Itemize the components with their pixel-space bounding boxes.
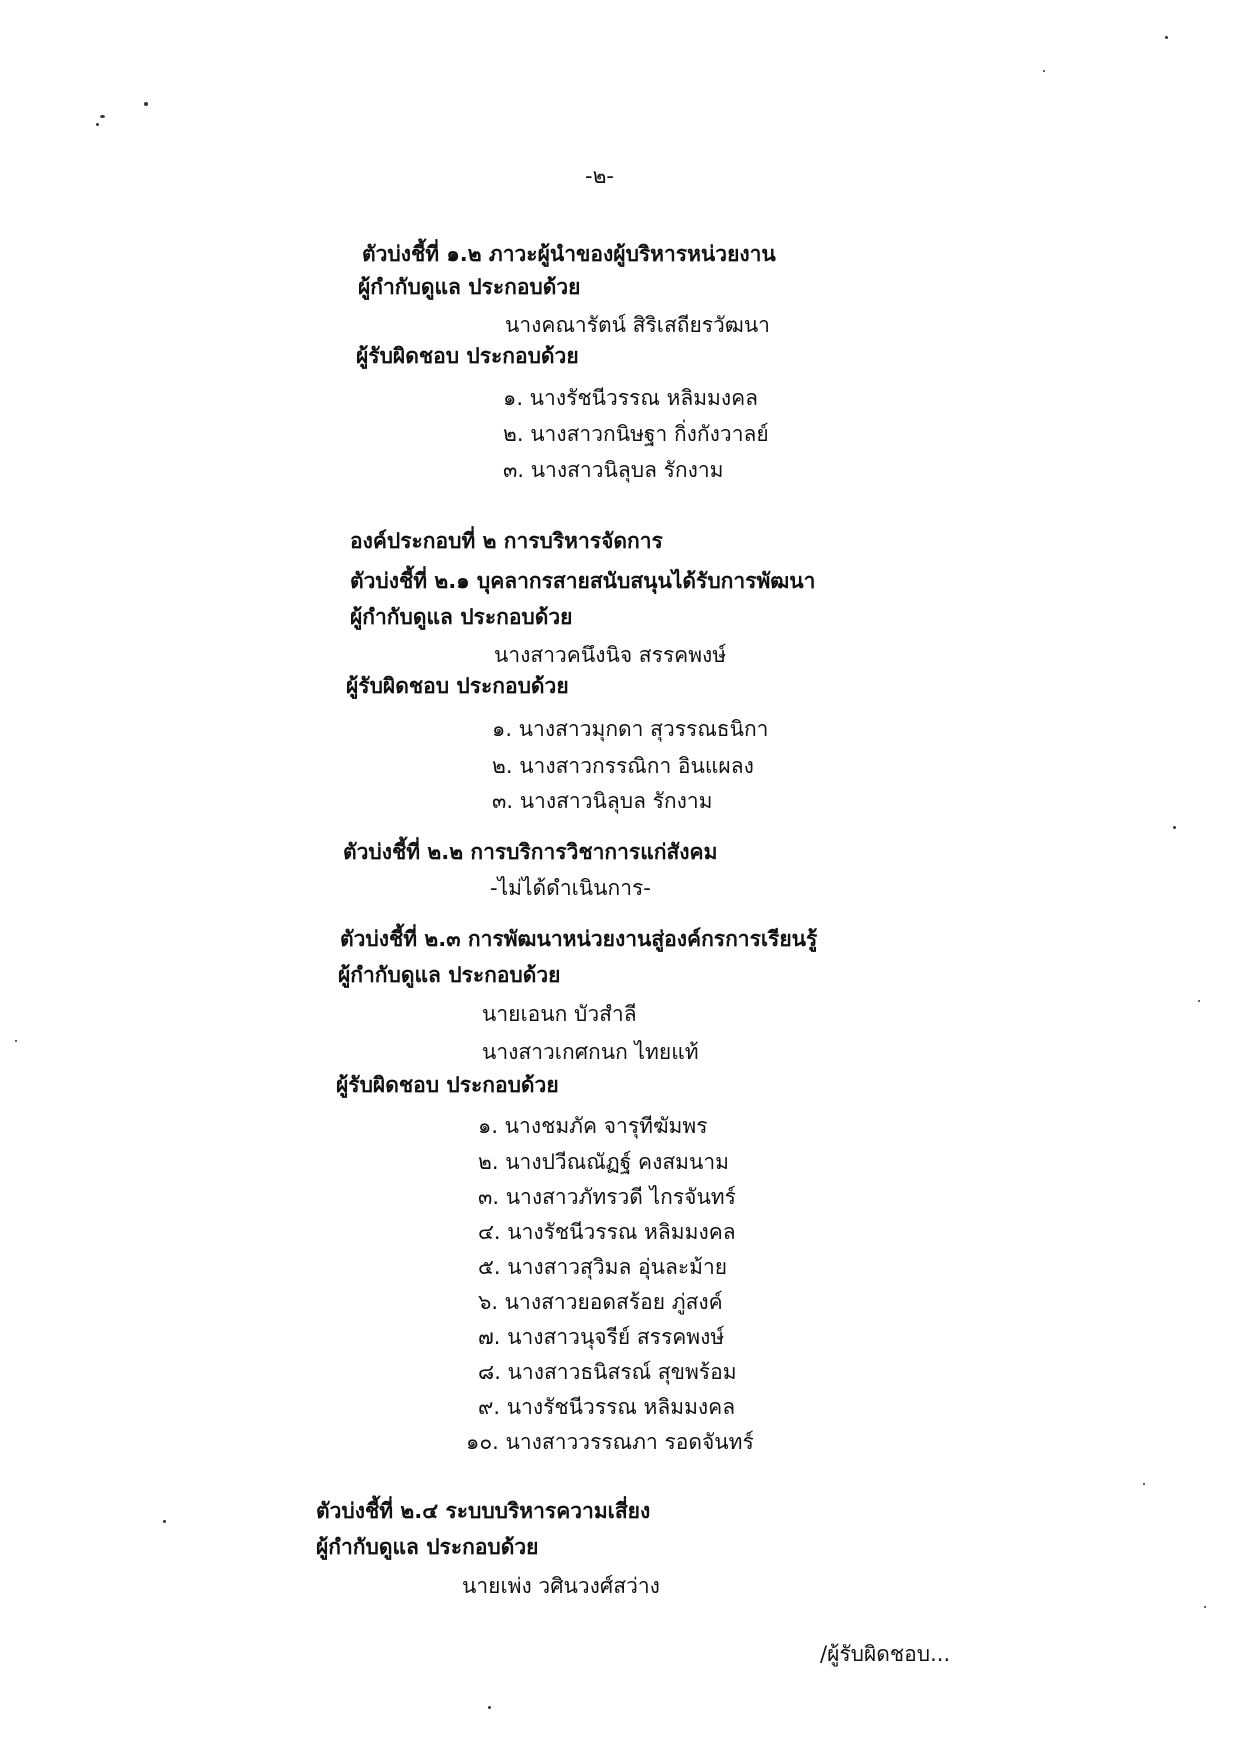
indicator-2-1-heading: ตัวบ่งชี้ที่ ๒.๑ บุคลากรสายสนับสนุนได้รับการพัฒนา	[350, 569, 816, 593]
responsible-item: ๑. นางรัชนีวรรณ หลิมมงคล	[503, 386, 759, 410]
responsible-item: ๓. นางสาวภัทรวดี ไกรจันทร์	[478, 1185, 736, 1209]
page-number: -๒-	[585, 164, 614, 188]
scan-speck	[1165, 36, 1168, 39]
responsible-item: ๙. นางรัชนีวรรณ หลิมมงคล	[478, 1395, 736, 1419]
responsible-item: ๔. นางรัชนีวรรณ หลิมมงคล	[478, 1220, 736, 1244]
supervisor-name: นายเพ่ง วศินวงศ์สว่าง	[462, 1574, 660, 1598]
supervisor-name: นางสาวเกศกนก ไทยแท้	[482, 1040, 699, 1064]
scan-speck	[96, 123, 99, 126]
not-implemented-note: -ไม่ได้ดำเนินการ-	[490, 876, 651, 900]
supervisor-name: นางคณารัตน์ สิริเสถียรวัฒนา	[505, 313, 770, 337]
continuation-note: /ผู้รับผิดชอบ...	[820, 1642, 951, 1666]
responsible-item: ๑. นางสาวมุกดา สุวรรณธนิกา	[492, 717, 769, 741]
scan-speck	[100, 115, 105, 118]
scan-speck	[1204, 1606, 1206, 1608]
responsible-item: ๕. นางสาวสุวิมล อุ่นละม้าย	[478, 1255, 728, 1279]
scan-speck	[1143, 1483, 1145, 1485]
scan-speck	[1198, 1000, 1200, 1002]
responsible-item: ๑๐. นางสาววรรณภา รอดจันทร์	[466, 1430, 754, 1454]
responsible-item: ๗. นางสาวนุจรีย์ สรรคพงษ์	[478, 1325, 725, 1349]
scan-speck	[488, 1706, 491, 1709]
responsible-item: ๒. นางสาวกนิษฐา กิ่งกังวาลย์	[503, 422, 769, 446]
responsible-item: ๓. นางสาวนิลุบล รักงาม	[503, 458, 724, 482]
supervisor-heading: ผู้กำกับดูแล ประกอบด้วย	[358, 275, 581, 299]
scan-speck	[163, 1520, 166, 1523]
responsible-heading: ผู้รับผิดชอบ ประกอบด้วย	[336, 1073, 559, 1097]
scan-speck	[15, 1040, 17, 1042]
supervisor-heading: ผู้กำกับดูแล ประกอบด้วย	[338, 963, 561, 987]
responsible-item: ๘. นางสาวธนิสรณ์ สุขพร้อม	[478, 1360, 737, 1384]
scan-speck	[1043, 70, 1045, 72]
responsible-item: ๖. นางสาวยอดสร้อย ภู่สงค์	[478, 1290, 723, 1314]
indicator-2-3-heading: ตัวบ่งชี้ที่ ๒.๓ การพัฒนาหน่วยงานสู่องค์กรการเรียนรู้	[340, 927, 818, 951]
responsible-item: ๑. นางชมภัค จารุทีฆัมพร	[478, 1114, 708, 1138]
supervisor-name: นางสาวคนึงนิจ สรรคพงษ์	[494, 643, 727, 667]
indicator-2-2-heading: ตัวบ่งชี้ที่ ๒.๒ การบริการวิชาการแก่สังคม	[343, 840, 718, 864]
indicator-2-4-heading: ตัวบ่งชี้ที่ ๒.๔ ระบบบริหารความเสี่ยง	[316, 1499, 651, 1523]
responsible-heading: ผู้รับผิดชอบ ประกอบด้วย	[356, 344, 579, 368]
supervisor-heading: ผู้กำกับดูแล ประกอบด้วย	[316, 1535, 539, 1559]
responsible-item: ๒. นางสาวกรรณิกา อินแผลง	[492, 754, 754, 778]
supervisor-name: นายเอนก บัวสำลี	[482, 1002, 637, 1026]
component-2-heading: องค์ประกอบที่ ๒ การบริหารจัดการ	[350, 529, 663, 553]
scan-speck	[144, 102, 148, 106]
scan-speck	[1173, 826, 1176, 829]
responsible-heading: ผู้รับผิดชอบ ประกอบด้วย	[346, 674, 569, 698]
indicator-1-2-heading: ตัวบ่งชี้ที่ ๑.๒ ภาวะผู้นำของผู้บริหารหน่วยงาน	[362, 242, 776, 266]
supervisor-heading: ผู้กำกับดูแล ประกอบด้วย	[350, 605, 573, 629]
responsible-item: ๓. นางสาวนิลุบล รักงาม	[492, 789, 713, 813]
responsible-item: ๒. นางปวีณณัฏฐ์ คงสมนาม	[478, 1150, 729, 1174]
